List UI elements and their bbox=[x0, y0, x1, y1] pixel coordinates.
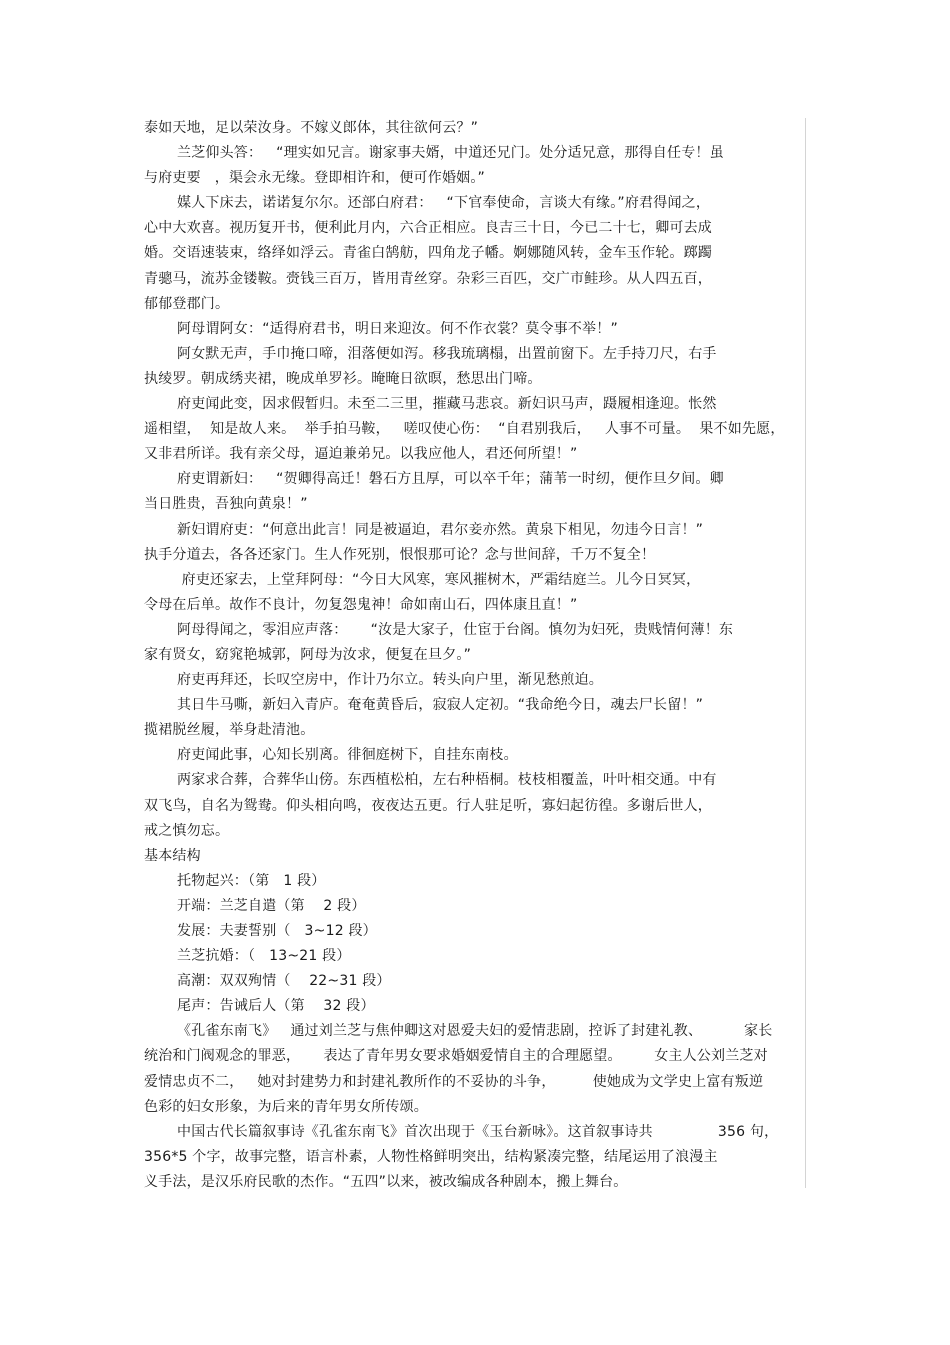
text-line: 《孔雀东南飞》 通过刘兰芝与焦仲卿这对恩爱夫妇的爱情悲剧，控诉了封建礼教、 家长 bbox=[177, 1023, 773, 1040]
text-line: 执绫罗。朝成绣夹裙，晚成单罗衫。晻晻日欲暝，愁思出门啼。 bbox=[144, 370, 542, 387]
text-line: 开端：兰芝自遣（第 2 段） bbox=[177, 897, 366, 914]
text-line: 泰如天地，足以荣汝身。不嫁义郎体，其往欲何云？” bbox=[144, 120, 479, 136]
text-line: 府吏闻此事，心知长别离。徘徊庭树下，自挂东南枝。 bbox=[177, 747, 518, 764]
text-line: 与府吏要 ，渠会永无缘。登即相许和，便可作婚姻。” bbox=[144, 170, 486, 187]
text-line: 基本结构 bbox=[144, 847, 201, 864]
text-line: 兰芝抗婚：（ 13~21 段） bbox=[177, 948, 351, 965]
text-line: 阿母谓阿女：“适得府君书，明日来迎汝。何不作衣裳？莫令事不举！” bbox=[177, 320, 618, 337]
text-line: 两家求合葬，合葬华山傍。东西植松柏，左右种梧桐。枝枝相覆盖，叶叶相交通。中有 bbox=[177, 772, 717, 789]
text-line: 尾声：告诫后人（第 32 段） bbox=[177, 998, 375, 1015]
text-line: 其日牛马嘶，新妇入青庐。奄奄黄昏后，寂寂人定初。“我命绝今日，魂去尸长留！” bbox=[177, 697, 704, 714]
text-line: 揽裙脱丝履，举身赴清池。 bbox=[144, 722, 315, 739]
text-line: 府吏闻此变，因求假暂归。未至二三里，摧藏马悲哀。新妇识马声，蹑履相逢迎。怅然 bbox=[177, 396, 717, 413]
text-line: 家有贤女，窈窕艳城郭，阿母为汝求，便复在旦夕。” bbox=[144, 646, 472, 663]
text-line: 执手分道去，各各还家门。生人作死别，恨恨那可论？念与世间辞，千万不复全！ bbox=[144, 546, 656, 563]
text-line: 青骢马，流苏金镂鞍。赍钱三百万，皆用青丝穿。杂彩三百匹，交广市鲑珍。从人四五百， bbox=[144, 270, 712, 287]
text-line: 356*5 个字，故事完整，语言朴素，人物性格鲜明突出，结构紧凑完整，结尾运用了浪漫主 bbox=[144, 1148, 718, 1165]
text-line: 当日胜贵，吾独向黄泉！” bbox=[144, 496, 308, 513]
text-line: 婚。交语速装束，络绎如浮云。青雀白鹄舫，四角龙子幡。婀娜随风转，金车玉作轮。踯躅 bbox=[144, 245, 712, 262]
text-line: 媒人下床去，诺诺复尔尔。还部白府君： “下官奉使命，言谈大有缘。”府君得闻之， bbox=[177, 195, 711, 212]
text-line: 阿母得闻之，零泪应声落： “汝是大家子，仕宦于台阁。慎勿为妇死，贵贱情何薄！东 bbox=[177, 621, 734, 638]
text-line: 中国古代长篇叙事诗《孔雀东南飞》首次出现于《玉台新咏》。这首叙事诗共 356 句， bbox=[177, 1123, 779, 1140]
text-line: 统治和门阀观念的罪恶， 表达了青年男女要求婚姻爱情自主的合理愿望。 女主人公刘兰芝对 bbox=[144, 1048, 768, 1065]
text-line: 府吏谓新妇： “贺卿得高迁！磐石方且厚，可以卒千年；蒲苇一时纫，便作旦夕间。卿 bbox=[177, 471, 724, 488]
text-line: 义手法，是汉乐府民歌的杰作。“五四”以来，被改编成各种剧本，搬上舞台。 bbox=[144, 1173, 628, 1190]
text-line: 兰芝仰头答： “理实如兄言。谢家事夫婿，中道还兄门。处分适兄意，那得自任专！虽 bbox=[177, 145, 724, 162]
text-line: 府吏再拜还，长叹空房中，作计乃尔立。转头向户里，渐见愁煎迫。 bbox=[177, 672, 603, 689]
text-line: 双飞鸟，自名为鸳鸯。仰头相向鸣，夜夜达五更。行人驻足听，寡妇起彷徨。多谢后世人， bbox=[144, 797, 712, 814]
text-line: 心中大欢喜。视历复开书，便利此月内，六合正相应。良吉三十日，今已二十七，卿可去成 bbox=[144, 220, 712, 237]
text-line: 发展：夫妻誓别（ 3~12 段） bbox=[177, 923, 377, 939]
text-line: 色彩的妇女形象，为后来的青年男女所传颂。 bbox=[144, 1098, 428, 1115]
text-line: 郁郁登郡门。 bbox=[144, 295, 230, 312]
text-line: 戒之慎勿忘。 bbox=[144, 822, 230, 839]
text-line: 府吏还家去，上堂拜阿母：“今日大风寒，寒风摧树木，严霜结庭兰。儿今日冥冥， bbox=[177, 571, 701, 588]
text-line: 令母在后单。故作不良计，勿复怨鬼神！命如南山石，四体康且直！” bbox=[144, 596, 578, 613]
text-line: 遥相望， 知是故人来。 举手拍马鞍， 嗟叹使心伤： “自君别我后， 人事不可量。 果不如先愿， bbox=[144, 421, 785, 438]
text-line: 又非君所详。我有亲父母，逼迫兼弟兄。以我应他人，君还何所望！” bbox=[144, 446, 578, 463]
text-line: 托物起兴：（第 1 段） bbox=[177, 872, 326, 889]
text-line: 爱情忠贞不二， 她对封建势力和封建礼教所作的不妥协的斗争， 使她成为文学史上富有叛逆 bbox=[144, 1073, 764, 1090]
document-body bbox=[144, 116, 814, 1195]
text-line: 阿女默无声，手巾掩口啼，泪落便如泻。移我琉璃榻，出置前窗下。左手持刀尺，右手 bbox=[177, 345, 717, 362]
text-line: 新妇谓府吏：“何意出此言！同是被逼迫，君尔妾亦然。黄泉下相见，勿违今日言！” bbox=[177, 521, 704, 538]
text-line: 高潮：双双殉情（ 22~31 段） bbox=[177, 973, 391, 990]
